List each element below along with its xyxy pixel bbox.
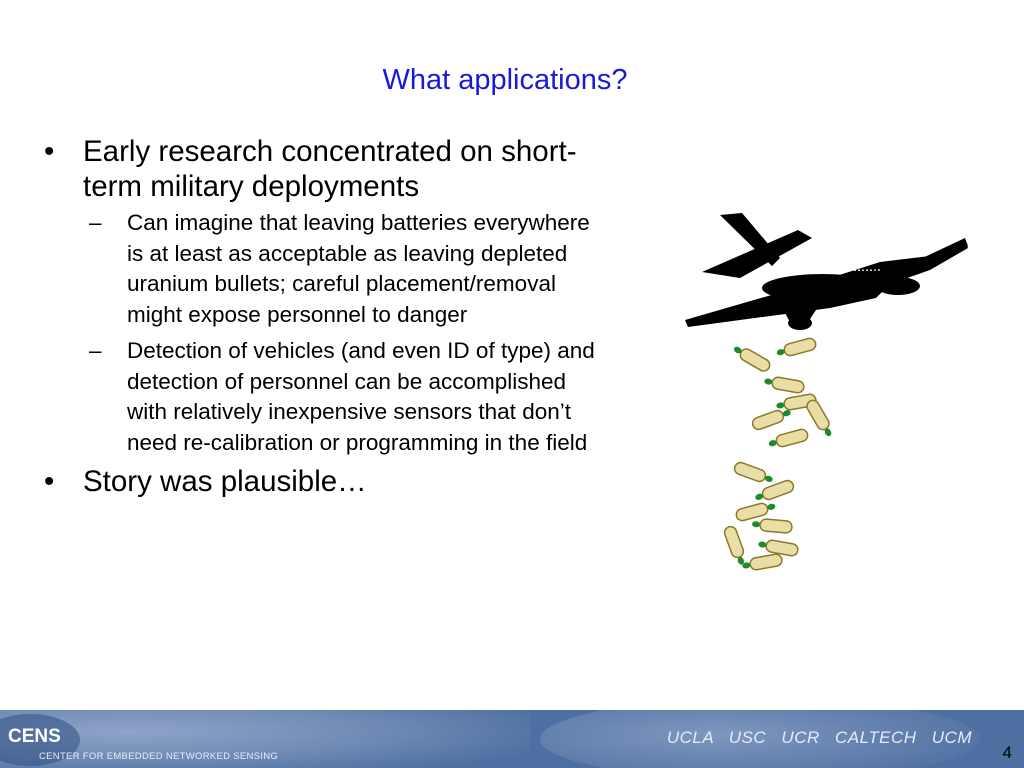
- peanut-sensor-icon: [733, 461, 775, 486]
- sub-bullet-text: Can imagine that leaving batteries everywhere is at least as acceptable as leaving depleted uranium bullets; careful placement/removal might expose personnel to danger: [127, 210, 590, 327]
- peanut-sensor-icon: [753, 479, 795, 504]
- peanut-sensor-icon: [763, 375, 804, 394]
- sub-bullet-marker: –: [89, 338, 102, 363]
- bullet-text: Story was plausible…: [83, 465, 367, 498]
- page-number: 4: [1002, 743, 1012, 762]
- peanut-sensor-icon: [735, 500, 777, 522]
- bullet-marker: •: [44, 465, 55, 498]
- airplane-icon: [685, 213, 968, 330]
- bullet-marker: •: [44, 135, 55, 168]
- sub-bullet-marker: –: [89, 210, 102, 235]
- cens-logo-subtitle: CENTER FOR EMBEDDED NETWORKED SENSING: [39, 751, 279, 762]
- cens-logo: CENS: [8, 726, 61, 747]
- sub-bullet-text: Detection of vehicles (and even ID of type) and detection of personnel can be accomplished with relatively inexpensive sensors that don’t need re-calibration or programming in the field: [127, 338, 595, 455]
- peanut-sensor-icon: [767, 428, 809, 450]
- footer-bar: [0, 710, 1024, 768]
- sensor-cluster-upper: [731, 337, 835, 450]
- bullet-text: Early research concentrated on short-term military deployments: [83, 135, 577, 203]
- sensor-cluster-lower: [723, 461, 799, 572]
- slide-title: What applications?: [382, 64, 628, 96]
- partner-institutions: UCLA USC UCR CALTECH UCM: [666, 728, 972, 747]
- peanut-sensor-icon: [805, 398, 835, 439]
- peanut-sensor-icon: [731, 343, 772, 373]
- sub-bullet-item: [89, 336, 604, 458]
- slide-body: [44, 134, 604, 503]
- sub-bullet-item: [89, 208, 604, 330]
- airplane-dropping-sensors-illustration: [680, 210, 970, 580]
- sub-bullet-list: [44, 208, 604, 458]
- bullet-item: [44, 134, 604, 204]
- bullet-item: [44, 464, 604, 499]
- peanut-sensor-icon: [741, 553, 782, 572]
- peanut-sensor-icon: [723, 525, 748, 567]
- peanut-sensor-icon: [775, 337, 817, 359]
- peanut-sensor-icon: [752, 518, 793, 533]
- peanut-sensor-icon: [751, 406, 793, 431]
